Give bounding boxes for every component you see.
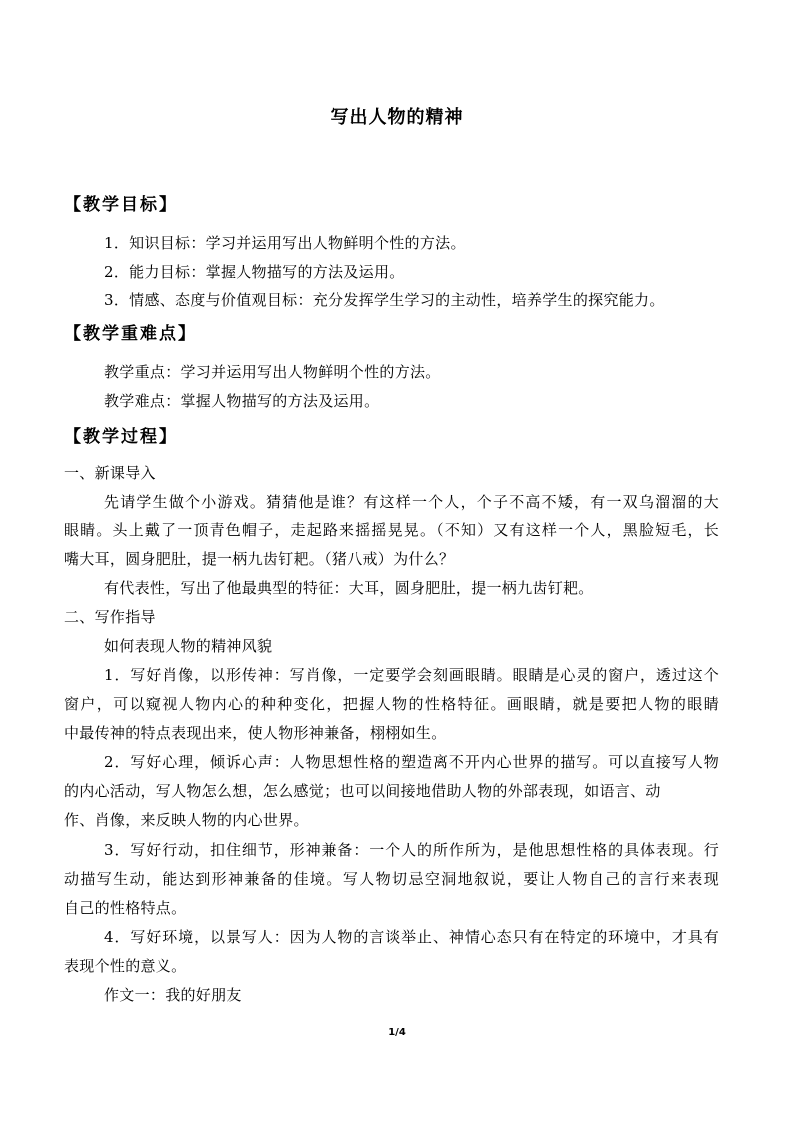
part2-line-8: 3．写好行动，扣住细节，形神兼备：一个人的所作所为，是他思想性格的具体表现。行 bbox=[104, 841, 719, 859]
focus-difficulty: 教学难点：掌握人物描写的方法及运用。 bbox=[104, 392, 380, 410]
goal-item-1: 1．知识目标：学习并运用写出人物鲜明个性的方法。 bbox=[104, 234, 466, 252]
goal-item-2: 2．能力目标：掌握人物描写的方法及运用。 bbox=[104, 263, 405, 281]
part2-line-9: 动描写生动，能达到形神兼备的佳境。写人物切忌空洞地叙说，要让人物自己的言行来表现 bbox=[64, 870, 719, 888]
page-title: 写出人物的精神 bbox=[330, 107, 464, 128]
part2-line-4: 中最传神的特点表现出来，使人物形神兼备，栩栩如生。 bbox=[64, 724, 447, 742]
page-number: 1/4 bbox=[388, 1027, 406, 1038]
section-heading-focus: 【教学重难点】 bbox=[64, 324, 197, 344]
part2-line-7: 作、肖像，来反映人物的内心世界。 bbox=[64, 811, 309, 829]
part2-line-13: 作文一：我的好朋友 bbox=[104, 986, 242, 1004]
part2-line-12: 表现个性的意义。 bbox=[64, 957, 187, 975]
part1-line-3: 嘴大耳，圆身肥肚，提一柄九齿钉耙。（猪八戒）为什么？ bbox=[64, 550, 455, 568]
part2-line-2: 1．写好肖像，以形传神：写肖像，一定要学会刻画眼睛。眼睛是心灵的窗户，透过这个 bbox=[104, 666, 719, 684]
part1-title: 一、新课导入 bbox=[64, 464, 156, 482]
goal-item-3: 3．情感、态度与价值观目标：充分发挥学生学习的主动性，培养学生的探究能力。 bbox=[104, 291, 665, 309]
part2-title: 二、写作指导 bbox=[64, 608, 156, 626]
part1-line-1: 先请学生做个小游戏。猜猜他是谁？有这样一个人，个子不高不矮，有一双乌溜溜的大 bbox=[104, 493, 719, 511]
section-heading-process: 【教学过程】 bbox=[64, 427, 178, 447]
part2-line-5: 2．写好心理，倾诉心声：人物思想性格的塑造离不开内心世界的描写。可以直接写人物 bbox=[104, 753, 719, 771]
section-heading-goals: 【教学目标】 bbox=[64, 195, 178, 215]
focus-key: 教学重点：学习并运用写出人物鲜明个性的方法。 bbox=[104, 363, 441, 381]
part1-line-4: 有代表性，写出了他最典型的特征：大耳，圆身肥肚，提一柄九齿钉耙。 bbox=[104, 579, 594, 597]
part2-line-11: 4．写好环境，以景写人：因为人物的言谈举止、神情心态只有在特定的环境中，才具有 bbox=[104, 928, 719, 946]
part2-line-3: 窗户，可以窥视人物内心的种种变化，把握人物的性格特征。画眼睛，就是要把人物的眼睛 bbox=[64, 695, 719, 713]
part2-line-1: 如何表现人物的精神风貌 bbox=[104, 637, 273, 655]
part2-line-10: 自己的性格特点。 bbox=[64, 899, 187, 917]
part1-line-2: 眼睛。头上戴了一顶青色帽子，走起路来摇摇晃晃。（不知）又有这样一个人，黑脸短毛，长 bbox=[64, 521, 719, 539]
part2-line-6: 的内心活动，写人物怎么想，怎么感觉；也可以间接地借助人物的外部表现，如语言、动 bbox=[64, 782, 661, 800]
